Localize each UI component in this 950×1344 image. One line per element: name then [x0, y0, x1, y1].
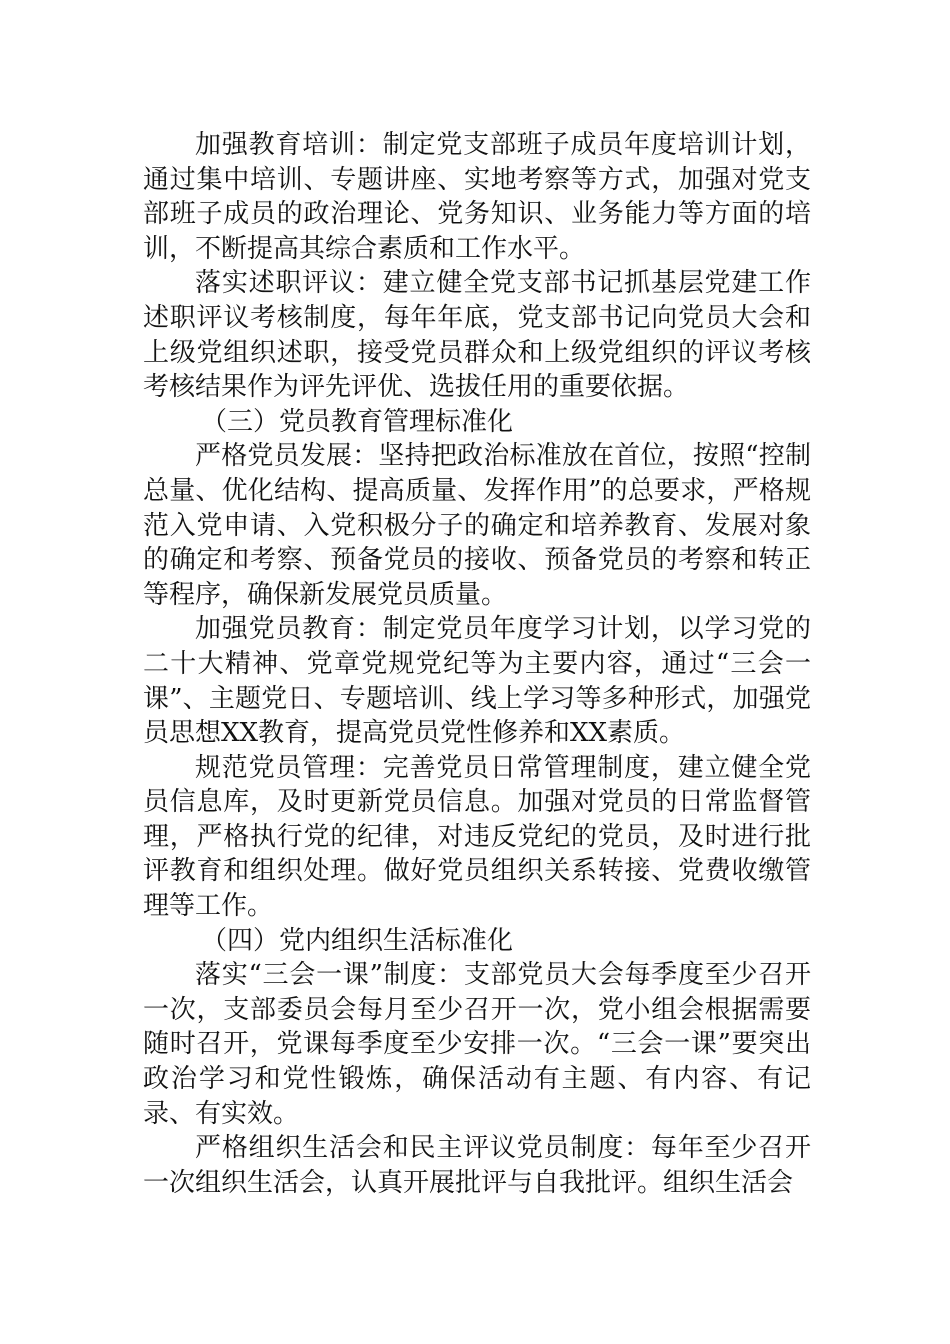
- document-body: [143, 128, 811, 1200]
- paragraph-member-education: 加强党员教育：制定党员年度学习计划，以学习党的二十大精神、党章党规党纪等为主要内容，通过“三会一课”、主题党日、专题培训、线上学习等多种形式，加强党员思想XX教育，提高党员党性修养和XX素质。: [143, 614, 811, 749]
- paragraph-member-management: 规范党员管理：完善党员日常管理制度，建立健全党员信息库，及时更新党员信息。加强对党员的日常监督管理，严格执行党的纪律，对违反党纪的党员，及时进行批评教育和组织处理。做好党员组织关系转接、党费收缴管理等工作。: [143, 752, 811, 922]
- paragraph-three-meetings: 落实“三会一课”制度：支部党员大会每季度至少召开一次，支部委员会每月至少召开一次，党小组会根据需要随时召开，党课每季度至少安排一次。“三会一课”要突出政治学习和党性锻炼，确保活动有主题、有内容、有记录、有实效。: [143, 960, 811, 1129]
- section-heading-member-education: （三）党员教育管理标准化: [201, 406, 514, 437]
- section-heading-organization-life: （四）党内组织生活标准化: [201, 925, 514, 956]
- paragraph-organization-life-meeting: 严格组织生活会和民主评议党员制度：每年至少召开一次组织生活会，认真开展批评与自我批评。组织生活会: [143, 1133, 811, 1198]
- paragraph-education-training: 加强教育培训：制定党支部班子成员年度培训计划，通过集中培训、专题讲座、实地考察等方式，加强对党支部班子成员的政治理论、党务知识、业务能力等方面的培训，不断提高其综合素质和工作水平。: [143, 130, 811, 264]
- paragraph-report-review: 落实述职评议：建立健全党支部书记抓基层党建工作述职评议考核制度，每年年底，党支部书记向党员大会和上级党组织述职，接受党员群众和上级党组织的评议考核考核结果作为评先评优、选拔任用的重要依据。: [143, 268, 811, 403]
- paragraph-member-recruitment: 严格党员发展：坚持把政治标准放在首位，按照“控制总量、优化结构、提高质量、发挥作用”的总要求，严格规范入党申请、入党积极分子的确定和培养教育、发展对象的确定和考察、预备党员的接收、预备党员的考察和转正等程序，确保新发展党员质量。: [143, 441, 811, 610]
